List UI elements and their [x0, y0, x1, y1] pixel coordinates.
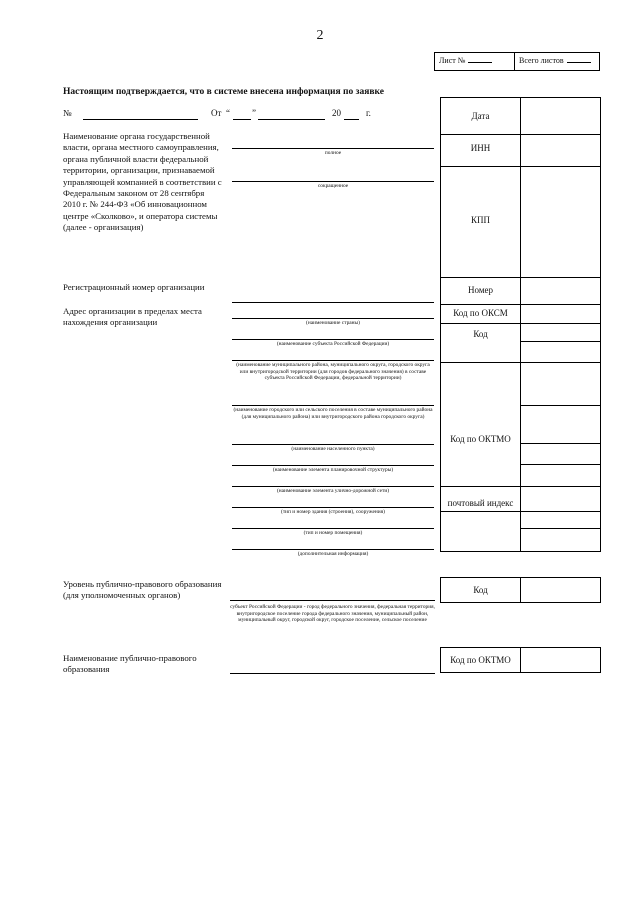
address-settlement-field[interactable]	[232, 405, 434, 406]
address-caption-building: (тип и номер здания (строения), сооружения)	[281, 509, 385, 515]
reg-number-label: Регистрационный номер организации	[63, 282, 205, 292]
address-district-field[interactable]	[232, 360, 434, 361]
address-caption-locality: (наименование населенного пункта)	[291, 446, 375, 452]
org-short-name-field[interactable]	[232, 181, 434, 182]
date-label: Дата	[471, 111, 490, 121]
address-extra-field[interactable]	[232, 549, 434, 550]
address-caption-country: (наименование страны)	[306, 320, 360, 326]
public-entity-field[interactable]	[230, 673, 435, 674]
codes-table-row-divider	[441, 304, 600, 305]
postcode-label: почтовый индекс	[447, 498, 514, 508]
request-from-label: От	[211, 108, 222, 118]
request-month-field[interactable]	[258, 119, 325, 120]
codes-table-row-divider	[441, 486, 600, 487]
public-entity-oktmo-divider	[520, 648, 521, 672]
org-name-label: Наименование органа государственной власти, органа местного самоуправления, органа публичной власти федеральной территории, организации, признаваемой управляющей компанией в соответствии с Федеральным законом от 28 сентября 2010 г. № 244-ФЗ «Об инновационном центре «Сколково», и оператора системы (далее - организация)	[63, 131, 222, 233]
level-code-box	[440, 577, 601, 603]
oksm-label: Код по ОКСМ	[453, 308, 508, 318]
codes-table-row-divider	[520, 528, 601, 529]
codes-table-row-divider	[520, 341, 601, 342]
total-sheets-field[interactable]	[567, 53, 591, 63]
region-code-label: Код	[473, 329, 488, 339]
year-suffix: г.	[366, 108, 371, 118]
kpp-label: КПП	[470, 215, 490, 225]
address-country-field[interactable]	[232, 318, 434, 319]
org-full-name-field[interactable]	[232, 148, 434, 149]
address-caption-district: (наименование муниципального района, муниципального округа, городского округа или внутригородской территории (для городов федерального значения) в составе субъекта Российской Федерации, федеральной территории)	[236, 362, 430, 382]
address-street-field[interactable]	[232, 486, 434, 487]
reg-number-field[interactable]	[232, 302, 434, 303]
codes-table	[440, 97, 601, 552]
address-caption-planning: (наименование элемента планировочной структуры)	[272, 467, 394, 473]
org-full-name-caption: полное	[324, 150, 342, 156]
address-caption-street: (наименование элемента улично-дорожной сети)	[276, 488, 390, 494]
sheet-number-label: Лист №	[439, 56, 466, 65]
reg-number-code-label: Номер	[467, 285, 494, 295]
request-number-label: №	[63, 108, 72, 118]
total-sheets-cell	[516, 53, 599, 70]
inn-label: ИНН	[470, 143, 491, 153]
year-prefix: 20	[332, 108, 341, 118]
level-field[interactable]	[230, 600, 435, 601]
quote-open: “	[226, 108, 230, 118]
codes-table-row-divider	[520, 405, 601, 406]
public-entity-oktmo-label: Код по ОКТМО	[450, 655, 511, 665]
request-day-field[interactable]	[233, 119, 251, 120]
public-entity-label: Наименование публично-правового образования	[63, 653, 197, 675]
total-sheets-label: Всего листов	[519, 56, 564, 65]
level-code-divider	[520, 578, 521, 602]
address-region-field[interactable]	[232, 339, 434, 340]
sheet-number-field[interactable]	[468, 53, 492, 63]
codes-table-row-divider	[441, 511, 600, 512]
address-caption-region: (наименование субъекта Российской Федерации)	[276, 341, 390, 347]
address-caption-room: (тип и номер помещения)	[303, 530, 363, 536]
address-label: Адрес организации в пределах места нахождения организации	[63, 306, 202, 328]
codes-table-row-divider	[441, 277, 600, 278]
address-caption-settlement: (наименование городского или сельского поселения в составе муниципального района (для муниципального района) или внутригородского района городского округа)	[233, 407, 433, 420]
address-room-field[interactable]	[232, 528, 434, 529]
codes-table-row-divider	[441, 166, 600, 167]
codes-table-row-divider	[520, 464, 601, 465]
address-planning-field[interactable]	[232, 465, 434, 466]
level-code-label: Код	[473, 585, 488, 595]
public-entity-oktmo-box	[440, 647, 601, 673]
sheet-number-cell	[435, 53, 515, 70]
codes-table-row-divider	[441, 362, 600, 363]
address-building-field[interactable]	[232, 507, 434, 508]
level-label: Уровень публично-правового образования (для уполномоченных органов)	[63, 579, 222, 601]
quote-close: ”	[252, 108, 256, 118]
org-short-name-caption: сокращенное	[317, 183, 349, 189]
sheet-info-box	[434, 52, 600, 71]
codes-table-row-divider	[441, 134, 600, 135]
level-caption: субъект Российской Федерации - город федерального значения, федеральная территория, внутригородское поселение города федерального значения, муниципальный район, муниципальный округ, городской округ, городское поселение, сельское поселение	[230, 604, 435, 624]
confirmation-heading: Настоящим подтверждается, что в системе внесена информация по заявке	[63, 87, 384, 97]
oktmo-label: Код по ОКТМО	[450, 434, 511, 444]
request-year-field[interactable]	[344, 119, 359, 120]
page-number: 2	[316, 28, 324, 43]
address-locality-field[interactable]	[232, 444, 434, 445]
address-caption-extra: (дополнительная информация)	[297, 551, 369, 557]
codes-table-row-divider	[441, 323, 600, 324]
request-number-field[interactable]	[83, 119, 198, 120]
codes-table-row-divider	[520, 443, 601, 444]
